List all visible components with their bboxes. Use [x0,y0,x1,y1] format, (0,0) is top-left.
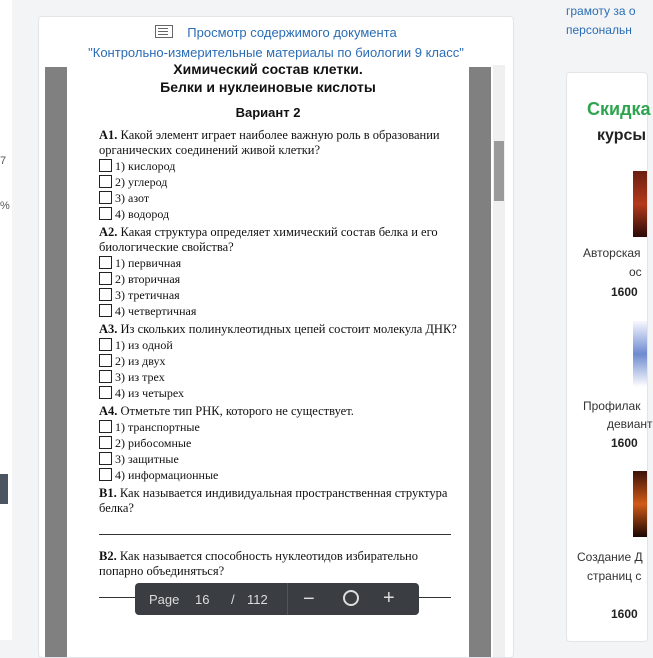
checkbox[interactable] [99,256,112,269]
page-toolbar [135,583,419,615]
zoom-icon[interactable] [343,590,359,606]
document-frame [45,61,491,657]
option: 3) защитные [99,451,459,467]
promo-card [566,72,653,642]
page-total: 112 [247,592,268,607]
option: 1) транспортные [99,419,459,435]
viewer-header [39,17,513,60]
course-price: 1600 [611,436,638,450]
question-a2: А2. Какая структура определяет химический состав белка и его биологические свойства? [99,225,438,254]
course-price: 1600 [611,607,638,621]
option: 3) из трех [99,369,459,385]
page-separator: / [231,592,235,607]
questions [67,120,469,598]
course-caption[interactable]: девиант [607,417,653,431]
checkbox[interactable] [99,207,112,220]
option: 4) из четырех [99,385,459,401]
right-top-link[interactable] [566,2,636,40]
right-top-link-line-1: грамоту за о [566,4,636,18]
question-a3: А3. Из скольких полинуклеотидных цепей состоит молекула ДНК? [99,322,457,336]
option: 4) четвертичная [99,303,459,319]
zoom-in-button[interactable]: + [383,587,395,609]
checkbox[interactable] [99,370,112,383]
option: 2) из двух [99,353,459,369]
option: 2) вторичная [99,271,459,287]
checkbox[interactable] [99,452,112,465]
viewer-title[interactable] [39,25,513,40]
viewer-title-text: Просмотр содержимого документа [187,25,397,40]
option: 2) углерод [99,174,459,190]
right-top-link-line-2: персональн [566,23,632,37]
left-panel-button[interactable] [0,474,8,504]
checkbox[interactable] [99,304,112,317]
checkbox[interactable] [99,175,112,188]
course-caption[interactable]: ос [629,265,642,279]
course-caption[interactable]: страниц с [587,569,642,583]
left-mark-1: 7 [0,155,7,167]
answer-line [99,516,451,535]
page-number[interactable]: 16 [195,592,210,607]
course-thumbnail[interactable] [633,321,647,387]
checkbox[interactable] [99,288,112,301]
question-a1: А1. Какой элемент играет наиболее важную роль в образовании органических соединений живой клетки? [99,128,440,157]
left-mark-2: % [0,200,10,212]
document-icon [155,25,173,38]
checkbox[interactable] [99,159,112,172]
document-scrollbar[interactable] [493,65,505,657]
option: 4) информационные [99,467,459,483]
toolbar-divider [287,583,288,615]
option: 1) первичная [99,255,459,271]
option: 4) водород [99,206,459,222]
checkbox[interactable] [99,386,112,399]
promo-subtitle: курсы [597,127,647,144]
course-caption[interactable]: Профилак [583,399,641,413]
checkbox[interactable] [99,272,112,285]
page-heading-1: Химический состав клетки. [173,61,363,77]
left-panel-edge [0,0,12,640]
option: 1) кислород [99,158,459,174]
course-thumbnail[interactable] [633,471,647,537]
checkbox[interactable] [99,354,112,367]
course-thumbnail[interactable] [633,171,647,237]
promo-title: Скидка [587,99,651,119]
option: 2) рибосомные [99,435,459,451]
variant-label: Вариант 2 [235,105,301,120]
option: 1) из одной [99,337,459,353]
document-viewer [38,16,514,658]
checkbox[interactable] [99,191,112,204]
question-a4: А4. Отметьте тип РНК, которого не существует. [99,404,354,418]
page-heading-2: Белки и нуклеиновые кислоты [160,79,376,95]
course-caption[interactable]: Авторская [583,246,641,260]
option: 3) азот [99,190,459,206]
page-label: Page [149,592,180,607]
question-b2: В2. Как называется способность нуклеотидов избирательно попарно объединяться? [99,549,418,578]
option: 3) третичная [99,287,459,303]
course-caption[interactable]: Создание Д [577,550,643,564]
checkbox[interactable] [99,436,112,449]
checkbox[interactable] [99,468,112,481]
checkbox[interactable] [99,338,112,351]
course-price: 1600 [611,285,638,299]
zoom-out-button[interactable]: − [303,588,315,610]
scrollbar-thumb[interactable] [494,141,504,201]
question-b1: В1. Как называется индивидуальная пространственная структура белка? [99,486,448,515]
checkbox[interactable] [99,420,112,433]
document-page [67,61,469,657]
viewer-subtitle[interactable]: "Контрольно-измерительные материалы по биологии 9 класс" [88,45,464,60]
